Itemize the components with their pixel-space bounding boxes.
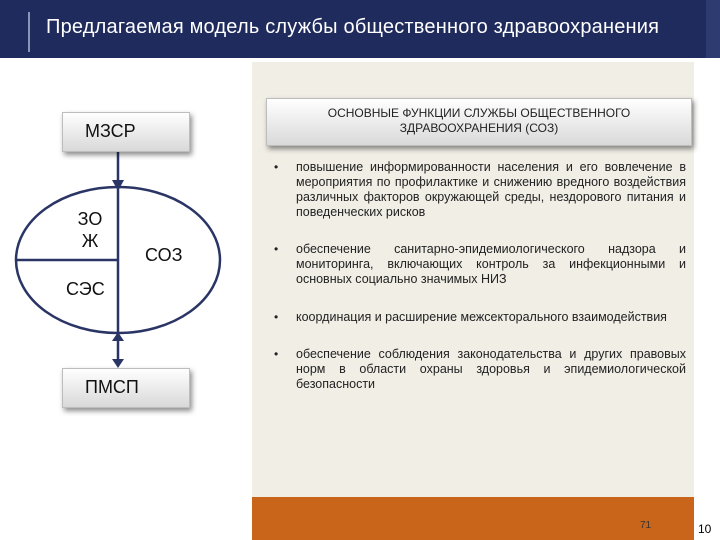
functions-heading-line-2: ЗДРАВООХРАНЕНИЯ (СОЗ) (399, 121, 559, 135)
functions-heading (277, 106, 681, 136)
function-text: обеспечение соблюдения законодательства и других правовых норм в области охраны здоровья и эпидемиологической безопасности (296, 347, 686, 391)
soz-label: СОЗ (145, 245, 183, 265)
bullet-icon: • (274, 310, 279, 324)
functions-heading-line-1: ОСНОВНЫЕ ФУНКЦИИ СЛУЖБЫ ОБЩЕСТВЕННОГО (327, 106, 631, 120)
functions-heading-box (266, 98, 692, 146)
function-text: координация и расширение межсекторального взаимодействия (296, 310, 667, 324)
footer-page-number: 71 (640, 520, 652, 531)
function-text: повышение информированности населения и его вовлечение в мероприятия по профилактике и снижению вредного воздействия различных факторов окружающей среды, нездорового питания и поведенческих рисков (296, 160, 686, 219)
pmsp-box (62, 368, 190, 408)
zozh-line-1: ЗО (77, 209, 103, 229)
arrow-down-to-pmsp-icon (112, 359, 124, 368)
zozh-line-2: Ж (81, 231, 99, 251)
function-item (270, 160, 686, 220)
ses-label: СЭС (66, 279, 105, 299)
function-item (270, 242, 686, 287)
slide-title: Предлагаемая модель службы общественного здравоохранения (46, 16, 660, 38)
slide-number: 10 (698, 522, 712, 536)
zozh-label (70, 208, 110, 252)
bullet-icon: • (274, 242, 279, 256)
functions-list (270, 160, 686, 392)
function-item (270, 310, 686, 325)
bullet-icon: • (274, 160, 279, 174)
bullet-icon: • (274, 347, 279, 361)
function-text: обеспечение санитарно-эпидемиологического надзора и мониторинга, включающих контроль за инфекционными и основных социально значимых НИЗ (296, 242, 686, 286)
arrow-down-icon (112, 180, 124, 191)
mzsr-box (62, 112, 190, 152)
pmsp-label: ПМСП (85, 377, 139, 397)
function-item (270, 347, 686, 392)
mzsr-label: МЗСР (85, 121, 136, 141)
